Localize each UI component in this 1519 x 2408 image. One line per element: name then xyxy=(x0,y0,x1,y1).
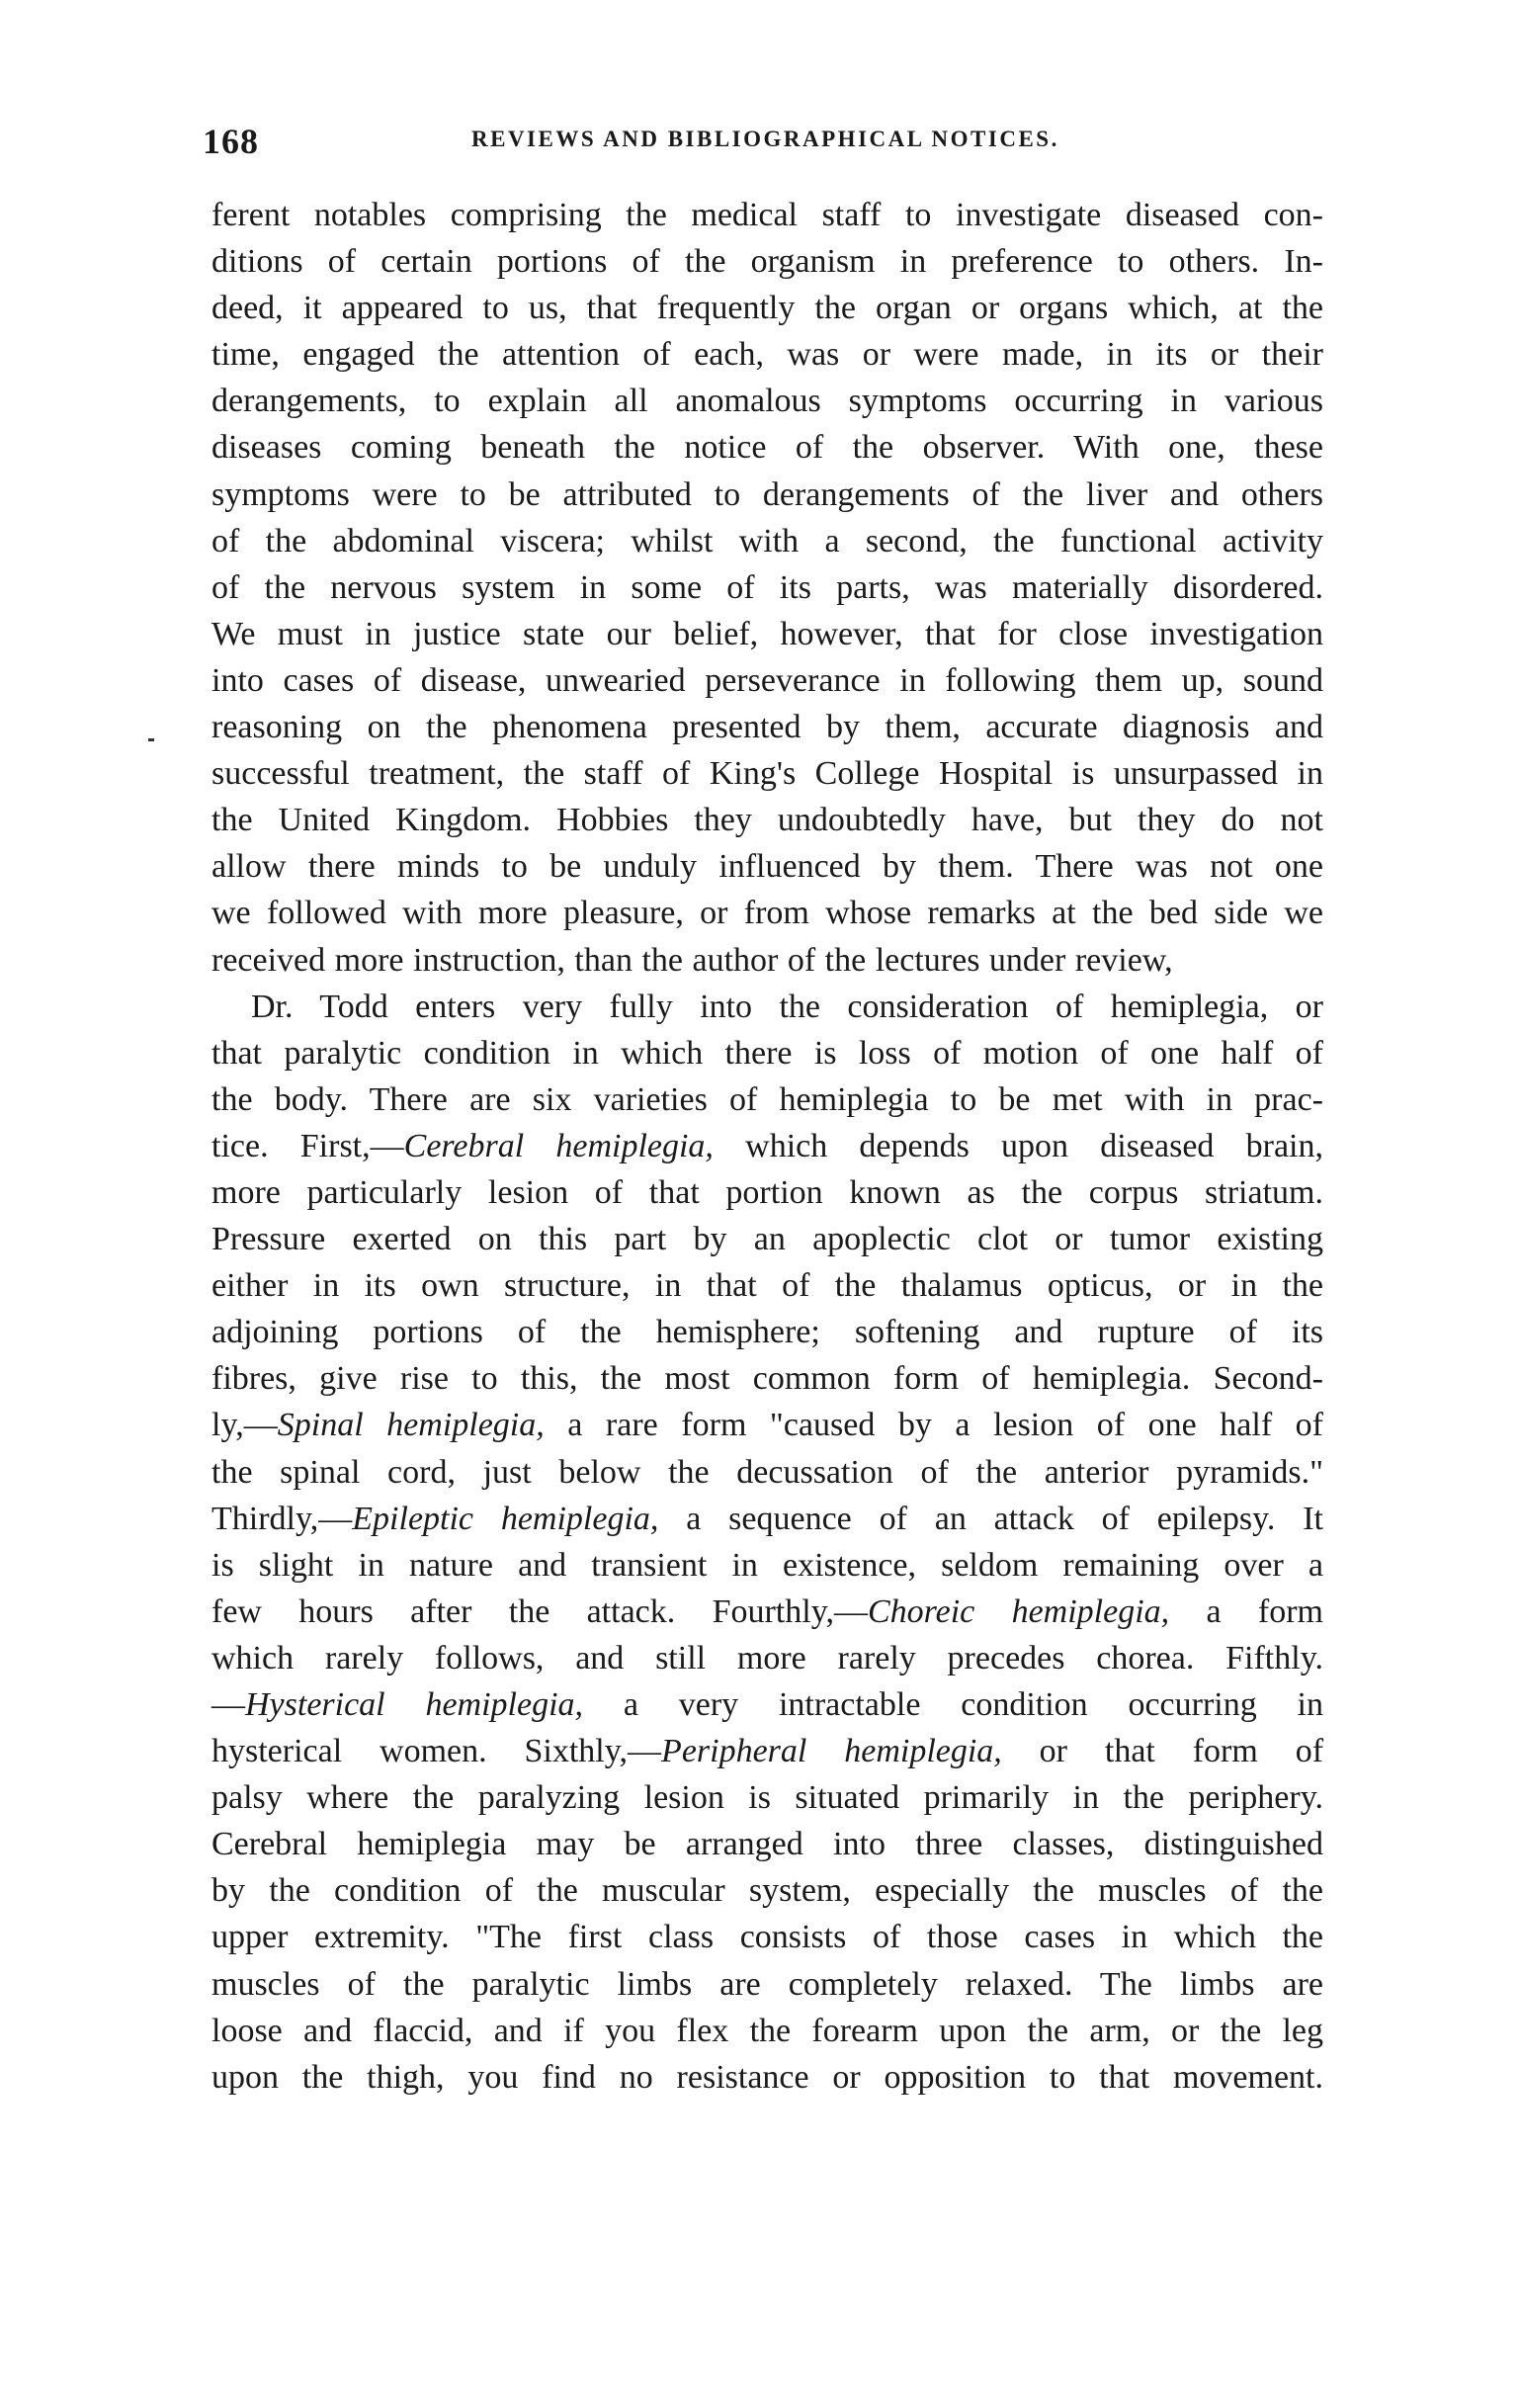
text-line: muscles of the paralytic limbs are completely relaxed. The limbs are xyxy=(211,1965,1323,2003)
text-line: of the abdominal viscera; whilst with a second, the functional activity xyxy=(211,522,1323,559)
text-line: the body. There are six varieties of hemiplegia to be met with in prac- xyxy=(211,1080,1323,1118)
text-line: tice. First,—Cerebral hemiplegia, which depends upon diseased brain, xyxy=(211,1127,1323,1164)
text-line: received more instruction, than the author of the lectures under review, xyxy=(211,941,1173,979)
text-line: We must in justice state our belief, however, that for close investigation xyxy=(211,615,1323,652)
text-line: hysterical women. Sixthly,—Peripheral hemiplegia, or that form of xyxy=(211,1733,1324,1770)
italic-term: Spinal hemiplegia, xyxy=(277,1407,545,1444)
italic-term: Epileptic hemiplegia, xyxy=(352,1500,659,1537)
text-line: ly,—Spinal hemiplegia, a rare form "caused by a lesion of one half of xyxy=(211,1407,1324,1444)
text-line: reasoning on the phenomena presented by them, accurate diagnosis and xyxy=(211,709,1323,746)
text-line: ferent notables comprising the medical staff to investigate diseased con- xyxy=(211,197,1323,233)
text-line: time, engaged the attention of each, was or were made, in its or their xyxy=(211,336,1323,374)
paragraph-start-line: Dr. Todd enters very fully into the consideration of hemiplegia, or xyxy=(251,988,1323,1025)
text-line: the spinal cord, just below the decussation of the anterior pyramids." xyxy=(211,1453,1323,1491)
text-line: Thirdly,—Epileptic hemiplegia, a sequence of an attack of epilepsy. It xyxy=(211,1500,1323,1537)
text-line: loose and flaccid, and if you flex the forearm upon the arm, or the leg xyxy=(211,2012,1323,2049)
text-line: upper extremity. "The first class consists of those cases in which the xyxy=(211,1919,1323,1956)
text-line: we followed with more pleasure, or from whose remarks at the bed side we xyxy=(211,895,1323,932)
italic-term: Hysterical hemiplegia, xyxy=(245,1686,584,1723)
text-line: ditions of certain portions of the organism in preference to others. In- xyxy=(211,243,1323,281)
text-line: successful treatment, the staff of King's College Hospital is unsurpassed in xyxy=(211,755,1323,793)
text-line: into cases of disease, unwearied perseverance in following them up, sound xyxy=(211,661,1323,699)
text-line: upon the thigh, you find no resistance or opposition to that movement. xyxy=(211,2058,1323,2096)
italic-term: Cerebral hemiplegia, xyxy=(403,1127,714,1164)
text-line: either in its own structure, in that of the thalamus opticus, or in the xyxy=(211,1267,1323,1305)
text-line: by the condition of the muscular system, especially the muscles of the xyxy=(211,1872,1323,1910)
text-line: which rarely follows, and still more rarely precedes chorea. Fifthly. xyxy=(211,1639,1323,1677)
text-line: palsy where the paralyzing lesion is situated primarily in the periphery. xyxy=(211,1779,1323,1817)
italic-term: Peripheral hemiplegia, xyxy=(661,1733,1002,1770)
text-line: that paralytic condition in which there is loss of motion of one half of xyxy=(211,1034,1323,1072)
text-line: diseases coming beneath the notice of the observer. With one, these xyxy=(211,429,1323,467)
text-line: more particularly lesion of that portion known as the corpus striatum. xyxy=(211,1173,1323,1211)
running-title: REVIEWS AND BIBLIOGRAPHICAL NOTICES. xyxy=(471,127,1059,151)
text-line: deed, it appeared to us, that frequently the organ or organs which, at the xyxy=(211,290,1323,327)
text-line: Cerebral hemiplegia may be arranged into three classes, distinguished xyxy=(211,1826,1323,1863)
text-line: —Hysterical hemiplegia, a very intractable condition occurring in xyxy=(211,1686,1324,1723)
text-line: allow there minds to be unduly influenced by them. There was not one xyxy=(211,848,1323,886)
text-line: of the nervous system in some of its parts, was materially disordered. xyxy=(211,568,1323,606)
text-line: Pressure exerted on this part by an apoplectic clot or tumor existing xyxy=(211,1221,1323,1258)
italic-term: Choreic hemiplegia, xyxy=(868,1592,1170,1630)
page-number: 168 xyxy=(203,122,259,161)
text-line: adjoining portions of the hemisphere; softening and rupture of its xyxy=(211,1314,1323,1351)
margin-speck xyxy=(148,738,154,741)
running-head xyxy=(203,121,1319,170)
text-line: the United Kingdom. Hobbies they undoubtedly have, but they do not xyxy=(211,802,1323,839)
text-line: symptoms were to be attributed to derangements of the liver and others xyxy=(211,475,1323,513)
body-text xyxy=(211,192,1323,2101)
text-line: fibres, give rise to this, the most common form of hemiplegia. Second- xyxy=(211,1360,1323,1398)
text-line: is slight in nature and transient in existence, seldom remaining over a xyxy=(211,1546,1323,1584)
text-line: derangements, to explain all anomalous symptoms occurring in various xyxy=(211,383,1323,420)
text-line: few hours after the attack. Fourthly,—Choreic hemiplegia, a form xyxy=(211,1592,1323,1630)
